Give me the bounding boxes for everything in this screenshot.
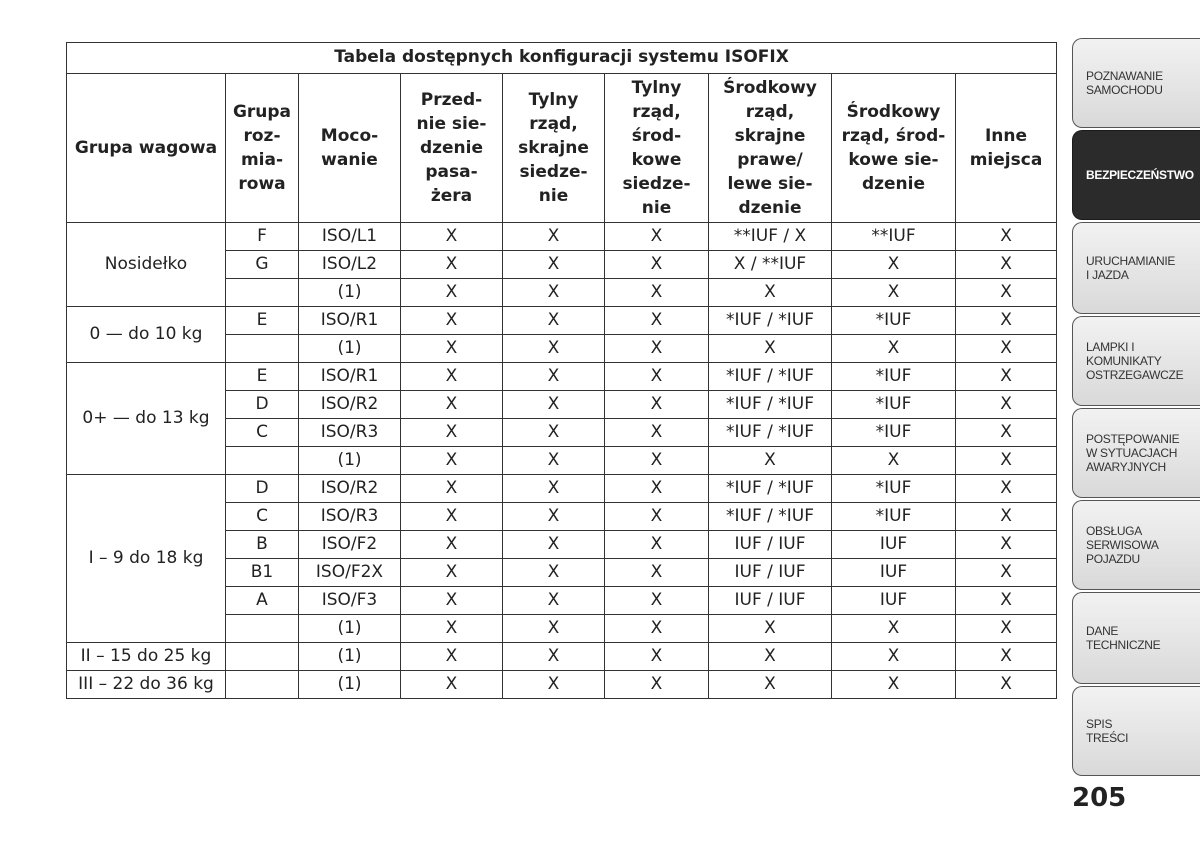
table-cell: X [605, 419, 709, 447]
chapter-tab[interactable] [1072, 38, 1200, 128]
chapter-tab-label: DANE TECHNICZNE [1086, 624, 1161, 652]
table-cell: IUF [832, 531, 956, 559]
table-cell: X [605, 223, 709, 251]
chapter-tab[interactable] [1072, 130, 1200, 220]
column-header-label: Tylny rząd, skrajne siedze- nie [518, 90, 589, 206]
table-cell: ISO/F2 [299, 531, 401, 559]
table-cell: X [956, 223, 1057, 251]
table-cell: X [401, 503, 503, 531]
table-cell: ISO/F3 [299, 587, 401, 615]
table-cell: C [226, 419, 299, 447]
table-cell: X [956, 531, 1057, 559]
column-header [709, 74, 832, 223]
table-cell: X [605, 615, 709, 643]
table-cell: X [401, 615, 503, 643]
table-cell: X [401, 335, 503, 363]
table-cell: X [503, 531, 605, 559]
table-cell: X [832, 615, 956, 643]
header-row [67, 74, 1057, 223]
table-cell: *IUF [832, 307, 956, 335]
table-cell: ISO/R1 [299, 363, 401, 391]
table-cell: (1) [299, 671, 401, 699]
column-header-label: Grupa roz- mia- rowa [232, 102, 292, 194]
table-cell: X [503, 643, 605, 671]
table-cell: X [605, 671, 709, 699]
table-cell: D [226, 391, 299, 419]
table-cell: X [709, 335, 832, 363]
table-cell: G [226, 251, 299, 279]
chapter-tab-label: POSTĘPOWANIE W SYTUACJACH AWARYJNYCH [1086, 432, 1180, 474]
table-cell: *IUF [832, 475, 956, 503]
table-cell: X [832, 279, 956, 307]
table-cell: ISO/R2 [299, 391, 401, 419]
table-cell: *IUF / *IUF [709, 363, 832, 391]
column-header-label: Moco- wanie [320, 126, 379, 170]
table-row [67, 223, 1057, 251]
table-cell: X [605, 587, 709, 615]
table-cell: X [956, 335, 1057, 363]
table-cell: *IUF [832, 391, 956, 419]
table-cell: X [956, 503, 1057, 531]
table-row [67, 671, 1057, 699]
table-cell: X [401, 307, 503, 335]
chapter-tab[interactable] [1072, 316, 1200, 406]
table-cell: (1) [299, 335, 401, 363]
table-cell: X [401, 391, 503, 419]
table-row [67, 643, 1057, 671]
table-cell: ISO/R1 [299, 307, 401, 335]
table-cell: *IUF [832, 363, 956, 391]
table-cell: ISO/F2X [299, 559, 401, 587]
table-cell: IUF / IUF [709, 559, 832, 587]
table-cell: X [956, 671, 1057, 699]
table-cell: X [956, 419, 1057, 447]
column-header-label: Tylny rząd, środ- kowe siedze- nie [622, 78, 691, 218]
table-cell: *IUF / *IUF [709, 503, 832, 531]
table-cell: X [503, 335, 605, 363]
chapter-tab[interactable] [1072, 222, 1200, 314]
weight-group-cell: II – 15 do 25 kg [67, 643, 226, 671]
table-cell [226, 671, 299, 699]
table-cell: X [605, 307, 709, 335]
table-cell: X [832, 643, 956, 671]
chapter-tab[interactable] [1072, 500, 1200, 590]
table-cell [226, 279, 299, 307]
table-cell: X [401, 419, 503, 447]
chapter-tab-label: BEZPIECZEŃSTWO [1086, 168, 1194, 182]
table-cell: F [226, 223, 299, 251]
table-cell: (1) [299, 279, 401, 307]
table-cell: X [605, 559, 709, 587]
table-cell: ISO/L1 [299, 223, 401, 251]
table-row [67, 363, 1057, 391]
table-cell [226, 447, 299, 475]
table-cell: *IUF / *IUF [709, 475, 832, 503]
table-cell: X [709, 615, 832, 643]
table-cell: X [401, 223, 503, 251]
table-cell: X [401, 363, 503, 391]
table-cell: X [401, 279, 503, 307]
table-cell: X [956, 587, 1057, 615]
column-header [605, 74, 709, 223]
weight-group-cell: 0+ — do 13 kg [67, 363, 226, 475]
table-cell: E [226, 363, 299, 391]
table-cell: X [605, 279, 709, 307]
table-cell: C [226, 503, 299, 531]
table-cell [226, 643, 299, 671]
column-header [299, 74, 401, 223]
table-cell: *IUF / *IUF [709, 419, 832, 447]
table-cell: X [956, 307, 1057, 335]
table-cell: IUF / IUF [709, 587, 832, 615]
table-cell: X [503, 559, 605, 587]
table-cell: *IUF / *IUF [709, 307, 832, 335]
chapter-tab-label: POZNAWANIE SAMOCHODU [1086, 69, 1163, 97]
table-row [67, 307, 1057, 335]
table-cell: X [956, 251, 1057, 279]
table-cell: X [605, 447, 709, 475]
table-cell: *IUF / *IUF [709, 391, 832, 419]
table-cell: (1) [299, 643, 401, 671]
table-cell: X [503, 363, 605, 391]
table-cell: X [956, 475, 1057, 503]
table-cell: X [956, 447, 1057, 475]
column-header [67, 74, 226, 223]
table-cell: X [605, 531, 709, 559]
table-cell: X [832, 251, 956, 279]
table-cell: IUF [832, 587, 956, 615]
table-body [67, 223, 1057, 699]
table-title: Tabela dostępnych konfiguracji systemu ISOFIX [67, 43, 1057, 74]
page-number: 205 [1072, 783, 1127, 813]
table-cell: X [401, 671, 503, 699]
table-cell: X [503, 251, 605, 279]
table-cell: D [226, 475, 299, 503]
column-header-label: Inne miejsca [969, 126, 1043, 170]
table-cell [226, 615, 299, 643]
table-cell: X [503, 307, 605, 335]
table-cell: X [401, 447, 503, 475]
table-cell: X [503, 587, 605, 615]
table-cell: X [605, 391, 709, 419]
table-cell: **IUF [832, 223, 956, 251]
table-cell: X [401, 475, 503, 503]
weight-group-cell: III – 22 do 36 kg [67, 671, 226, 699]
table-cell: IUF / IUF [709, 531, 832, 559]
table-cell: X [503, 419, 605, 447]
table-cell: X [401, 587, 503, 615]
table-cell: X [401, 531, 503, 559]
table-cell: X [401, 559, 503, 587]
table-cell: X [503, 503, 605, 531]
table-cell: IUF [832, 559, 956, 587]
column-header [956, 74, 1057, 223]
table-cell: **IUF / X [709, 223, 832, 251]
table-cell: X [956, 643, 1057, 671]
column-header [226, 74, 299, 223]
chapter-tab-label: LAMPKI I KOMUNIKATY OSTRZEGAWCZE [1086, 340, 1184, 382]
table-cell: ISO/R3 [299, 503, 401, 531]
column-header-label: Środkowy rząd, skrajne prawe/ lewe sie- dzenie [723, 78, 817, 218]
table-cell: X [605, 335, 709, 363]
chapter-tab[interactable] [1072, 592, 1200, 684]
table-cell: X [709, 279, 832, 307]
table-cell: X [503, 279, 605, 307]
table-cell: X [832, 335, 956, 363]
table-cell [226, 335, 299, 363]
chapter-tab[interactable] [1072, 408, 1200, 498]
table-cell: X [605, 475, 709, 503]
chapter-tab-label: SPIS TREŚCI [1086, 717, 1129, 745]
weight-group-cell: Nosidełko [67, 223, 226, 307]
table-cell: X [709, 447, 832, 475]
table-cell: E [226, 307, 299, 335]
table-cell: X [503, 391, 605, 419]
table-cell: *IUF [832, 503, 956, 531]
table-cell: (1) [299, 447, 401, 475]
table-cell: X [956, 363, 1057, 391]
table-cell: A [226, 587, 299, 615]
table-cell: X [503, 223, 605, 251]
table-cell: X [401, 643, 503, 671]
chapter-tab-label: OBSŁUGA SERWISOWA POJAZDU [1086, 524, 1159, 566]
table-cell: (1) [299, 615, 401, 643]
weight-group-cell: I – 9 do 18 kg [67, 475, 226, 643]
table-cell: X [503, 447, 605, 475]
table-cell: X [605, 363, 709, 391]
table-cell: B1 [226, 559, 299, 587]
table-cell: ISO/R2 [299, 475, 401, 503]
table-cell: X [503, 615, 605, 643]
table-cell: X [832, 447, 956, 475]
table-cell: X [605, 503, 709, 531]
table-cell: X [709, 671, 832, 699]
table-row [67, 475, 1057, 503]
column-header [503, 74, 605, 223]
table-cell: B [226, 531, 299, 559]
chapter-tab[interactable] [1072, 686, 1200, 776]
column-header-label: Środkowy rząd, środ- kowe sie- dzenie [841, 102, 946, 194]
table-cell: X [956, 559, 1057, 587]
table-cell: X [956, 615, 1057, 643]
column-header [401, 74, 503, 223]
chapter-tab-label: URUCHAMIANIE I JAZDA [1086, 254, 1176, 282]
table-cell: X [605, 643, 709, 671]
table-cell: X [956, 391, 1057, 419]
table-cell: X [503, 671, 605, 699]
table-cell: *IUF [832, 419, 956, 447]
column-header-label: Przed- nie sie- dzenie pasa- żera [416, 90, 487, 206]
column-header [832, 74, 956, 223]
table-cell: ISO/R3 [299, 419, 401, 447]
weight-group-cell: 0 — do 10 kg [67, 307, 226, 363]
isofix-configuration-table [66, 42, 1057, 699]
table-cell: ISO/L2 [299, 251, 401, 279]
table-cell: X / **IUF [709, 251, 832, 279]
table-cell: X [503, 475, 605, 503]
column-header-label: Grupa wagowa [74, 138, 218, 158]
table-cell: X [709, 643, 832, 671]
table-cell: X [832, 671, 956, 699]
table-cell: X [401, 251, 503, 279]
table-cell: X [956, 279, 1057, 307]
table-cell: X [605, 251, 709, 279]
